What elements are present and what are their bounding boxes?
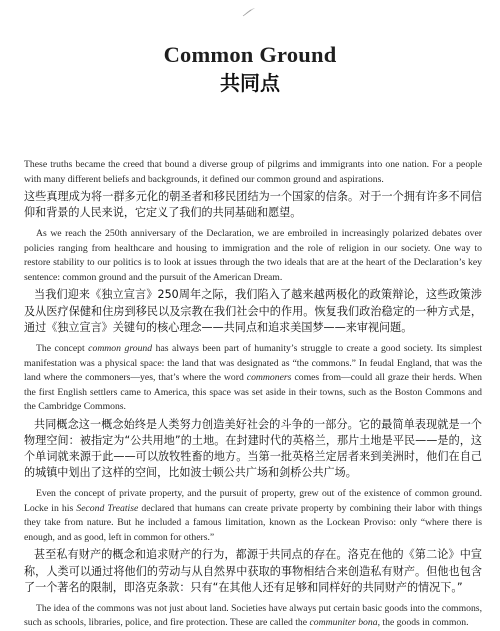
paragraph-2-chinese: 当我们迎来《独立宣言》250周年之际，我们陷入了越来越两极化的政策辩论，这些政策涉及从医疗保健和住房到移民以及宗教在我们社会中的作用。恢复我们政治稳定的一种方式是，通过《独立宣言》关键句的核心理念——共同点和追求美国梦——来审视问题。 [24, 288, 482, 334]
feather-icon [242, 7, 256, 17]
paragraph-4-english: Even the concept of private property, and the pursuit of property, grew out of the existence of common ground. Locke in his Second Treatise declared that humans can create private property by combining their labor with things they take from nature. But he included a famous limitation, known as the Lockean Proviso: only “where there is enough, and as good, left in common for others.” [24, 488, 482, 543]
italic-term: communiter bona [309, 617, 378, 629]
paragraph-1-chinese: 这些真理成为将一群多元化的朝圣者和移民团结为一个国家的信条。对于一个拥有许多不同信仰和背景的人民来说，它定义了我们的共同基础和愿望。 [24, 190, 482, 220]
italic-term: common ground [88, 343, 153, 355]
italic-title: Second Treatise [76, 502, 139, 514]
paragraph-1-english: These truths became the creed that bound a diverse group of pilgrims and immigrants into one nation. For a people with many different beliefs and backgrounds, it defined our common ground and aspirations. [24, 159, 482, 185]
paragraph-4-chinese: 甚至私有财产的概念和追求财产的行为，都源于共同点的存在。洛克在他的《第二论》中宣称，人类可以通过将他们的劳动与从自然界中获取的事物相结合来创造私有财产。但他也包含了一个著名的限制，即洛克条款：只有“在其他人还有足够和同样好的共同财产的情况下。” [24, 548, 482, 594]
paragraph-5-english: The idea of the commons was not just about land. Societies have always put certain basic goods into the commons, such as schools, libraries, police, and fire protection. These are called the communiter bona, the goods in common. [24, 602, 482, 629]
page-subtitle: 共同点 [220, 71, 280, 95]
article-body [24, 158, 482, 631]
italic-term: commoners [246, 372, 292, 384]
paragraph-3-english: The concept common ground has always been part of humanity’s struggle to create a good society. Its simplest manifestation was a physical space: the land that was designated as “the commons.” In feudal England, that was the land where the commoners—yes, that’s where the word commoners comes from—could all graze their herds. When the first English settlers came to America, this space was set aside in their towns, such as the Boston Commons and the Cambridge Commons. [24, 343, 483, 413]
page-title: Common Ground [163, 42, 337, 67]
paragraph-2-english: As we reach the 250th anniversary of the Declaration, we are embroiled in increasingly polarized debates over policies ranging from healthcare and housing to immigration and the role of religion in our society. One way to restore stability to our politics is to look at issues through the two ideals that are at the heart of the Declaration’s key sentence: common ground and the pursuit of the American Dream. [24, 228, 482, 283]
paragraph-3-chinese: 共同概念这一概念始终是人类努力创造美好社会的斗争的一部分。它的最简单表现就是一个物理空间：被指定为“公共用地”的土地。在封建时代的英格兰，那片土地是平民——是的，这个单词就来源于此——可以放牧牲畜的地方。当第一批英格兰定居者来到美洲时，他们在自己的城镇中划出了这样的空间，比如波士顿公共广场和剑桥公共广场。 [24, 417, 482, 480]
